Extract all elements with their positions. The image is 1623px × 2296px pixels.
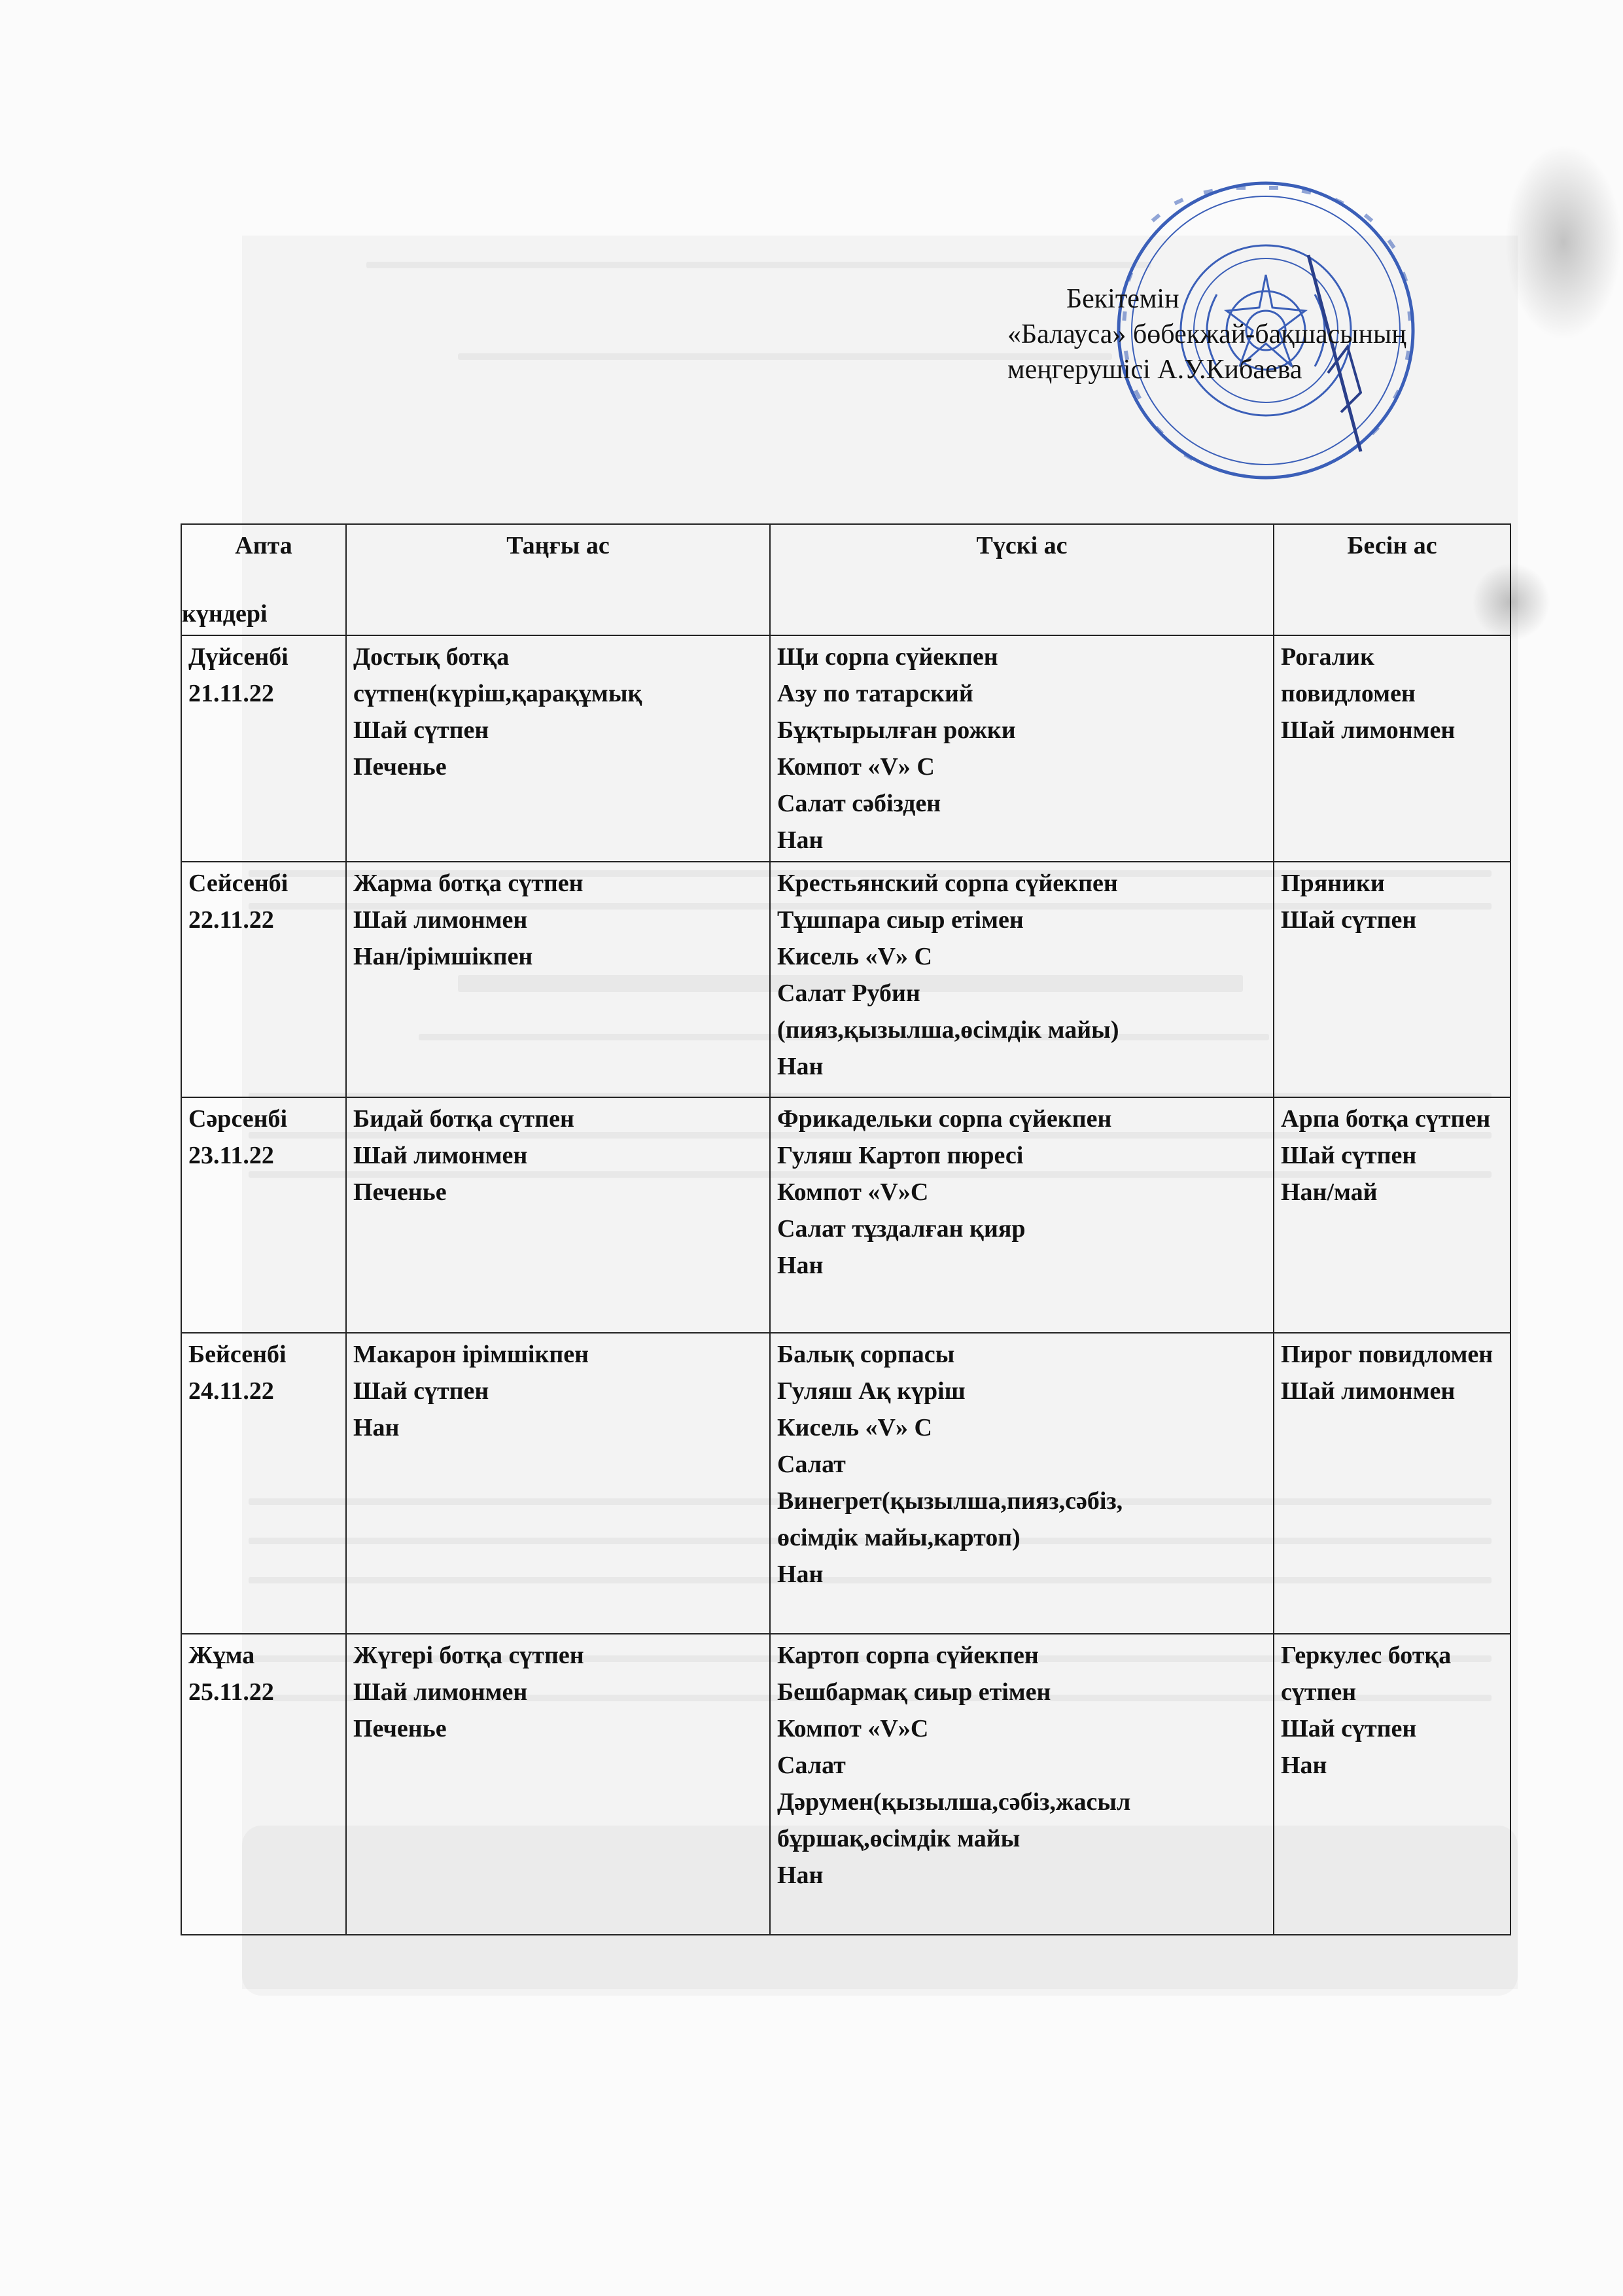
menu-row (181, 1333, 1510, 1634)
menu-row (181, 635, 1510, 862)
menu-item: Шай сүтпен (1281, 1142, 1417, 1169)
menu-item: Нан (777, 1561, 824, 1588)
menu-row (181, 862, 1510, 1097)
menu-item: Дәрумен(қызылша,сәбіз,жасыл (777, 1788, 1131, 1816)
menu-item: Бидай ботқа сүтпен (353, 1105, 574, 1133)
day-date: 24.11.22 (188, 1377, 274, 1405)
day-name: Сейсенбі (188, 870, 288, 897)
menu-item: Компот «V» С (777, 753, 935, 781)
lunch-cell (770, 635, 1274, 862)
menu-item: Рогалик (1281, 643, 1374, 671)
menu-item: бұршақ,өсімдік майы (777, 1825, 1021, 1852)
menu-item: Шай лимонмен (1281, 1377, 1456, 1405)
menu-item: Шай лимонмен (353, 1142, 528, 1169)
menu-item: Кисель «V» С (777, 943, 932, 970)
menu-item: Достық ботқа (353, 643, 510, 671)
menu-item: Нан/ірімшікпен (353, 943, 533, 970)
snack-cell (1274, 635, 1510, 862)
day-date: 21.11.22 (188, 680, 274, 707)
menu-item: Макарон ірімшікпен (353, 1341, 589, 1368)
menu-item: Нан (1281, 1752, 1327, 1779)
day-cell (181, 1634, 346, 1935)
approval-title: Бекітемін (1066, 284, 1179, 314)
menu-item: Шай сүтпен (1281, 1715, 1417, 1742)
snack-cell (1274, 1097, 1510, 1333)
menu-item: Нан (777, 826, 824, 854)
lunch-cell (770, 1333, 1274, 1634)
snack-cell (1274, 1333, 1510, 1634)
day-name: Бейсенбі (188, 1341, 287, 1368)
day-name: Сәрсенбі (188, 1105, 288, 1133)
menu-item: (пияз,қызылша,өсімдік майы) (777, 1016, 1119, 1044)
header-day: Апта күндері (181, 524, 346, 635)
menu-item: Картоп сорпа сүйекпен (777, 1642, 1039, 1669)
breakfast-cell (346, 635, 770, 862)
menu-item: Бұқтырылған рожки (777, 716, 1016, 744)
menu-row (181, 1634, 1510, 1935)
menu-item: Кисель «V» С (777, 1414, 932, 1441)
lunch-cell (770, 862, 1274, 1097)
day-name: Дүйсенбі (188, 643, 288, 671)
menu-item: Печенье (353, 1715, 447, 1742)
day-cell (181, 862, 346, 1097)
menu-item: Нан (777, 1053, 824, 1080)
day-cell (181, 635, 346, 862)
menu-item: Шай лимонмен (1281, 716, 1456, 744)
menu-item: өсімдік майы,картоп) (777, 1524, 1021, 1551)
menu-item: Балық сорпасы (777, 1341, 955, 1368)
menu-item: Компот «V»С (777, 1715, 929, 1742)
menu-item: Жүгері ботқа сүтпен (353, 1642, 584, 1669)
menu-item: Пирог повидломен (1281, 1341, 1493, 1368)
menu-item: Шай сүтпен (353, 1377, 489, 1405)
menu-item: Салат сәбізден (777, 790, 941, 817)
menu-item: Щи сорпа сүйекпен (777, 643, 998, 671)
day-name: Жұма (188, 1642, 255, 1669)
menu-item: Шай лимонмен (353, 1678, 528, 1706)
menu-table (181, 523, 1511, 1935)
day-date: 23.11.22 (188, 1142, 274, 1169)
breakfast-cell (346, 1634, 770, 1935)
day-cell (181, 1333, 346, 1634)
menu-item: Печенье (353, 753, 447, 781)
menu-item: Шай сүтпен (1281, 906, 1417, 934)
approval-line-head: меңгерушісі А.У.Кибаева (1007, 355, 1302, 385)
breakfast-cell (346, 862, 770, 1097)
day-date: 25.11.22 (188, 1678, 274, 1706)
approval-block (1007, 281, 1550, 387)
lunch-cell (770, 1097, 1274, 1333)
menu-item: Крестьянский сорпа сүйекпен (777, 870, 1118, 897)
breakfast-cell (346, 1097, 770, 1333)
menu-item: Салат (777, 1451, 846, 1478)
menu-item: Салат (777, 1752, 846, 1779)
menu-item: Жарма ботқа сүтпен (353, 870, 584, 897)
menu-item: Печенье (353, 1178, 447, 1206)
header-breakfast: Таңғы ас (346, 524, 770, 635)
menu-item: Нан/май (1281, 1178, 1378, 1206)
menu-item: Бешбармақ сиыр етімен (777, 1678, 1051, 1706)
menu-item: сүтпен (1281, 1678, 1357, 1706)
menu-item: Азу по татарский (777, 680, 973, 707)
menu-item: Геркулес ботқа (1281, 1642, 1452, 1669)
menu-item: Тұшпара сиыр етімен (777, 906, 1024, 934)
lunch-cell (770, 1634, 1274, 1935)
snack-cell (1274, 1634, 1510, 1935)
day-cell (181, 1097, 346, 1333)
header-lunch: Түскі ас (770, 524, 1274, 635)
approval-line-org: «Балауса» бөбекжай-бақшасының (1007, 319, 1406, 349)
menu-item: Гуляш Ақ күріш (777, 1377, 966, 1405)
menu-item: Пряники (1281, 870, 1385, 897)
header-row (181, 524, 1510, 635)
menu-item: Компот «V»С (777, 1178, 929, 1206)
menu-item: Шай сүтпен (353, 716, 489, 744)
menu-item: Винегрет(қызылша,пияз,сәбіз, (777, 1487, 1123, 1515)
menu-item: Гуляш Картоп пюресі (777, 1142, 1024, 1169)
bleed-through-line (366, 262, 1151, 268)
menu-item: Нан (777, 1862, 824, 1889)
menu-item: повидломен (1281, 680, 1416, 707)
menu-item: сүтпен(күріш,қарақұмық (353, 680, 642, 707)
header-snack: Бесін ас (1274, 524, 1510, 635)
breakfast-cell (346, 1333, 770, 1634)
menu-item: Нан (777, 1252, 824, 1279)
day-date: 22.11.22 (188, 906, 274, 934)
snack-cell (1274, 862, 1510, 1097)
menu-item: Салат Рубин (777, 980, 920, 1007)
menu-item: Нан (353, 1414, 400, 1441)
menu-item: Арпа ботқа сүтпен (1281, 1105, 1491, 1133)
menu-item: Шай лимонмен (353, 906, 528, 934)
menu-item: Салат тұздалған қияр (777, 1215, 1026, 1243)
menu-row (181, 1097, 1510, 1333)
menu-item: Фрикадельки сорпа сүйекпен (777, 1105, 1112, 1133)
